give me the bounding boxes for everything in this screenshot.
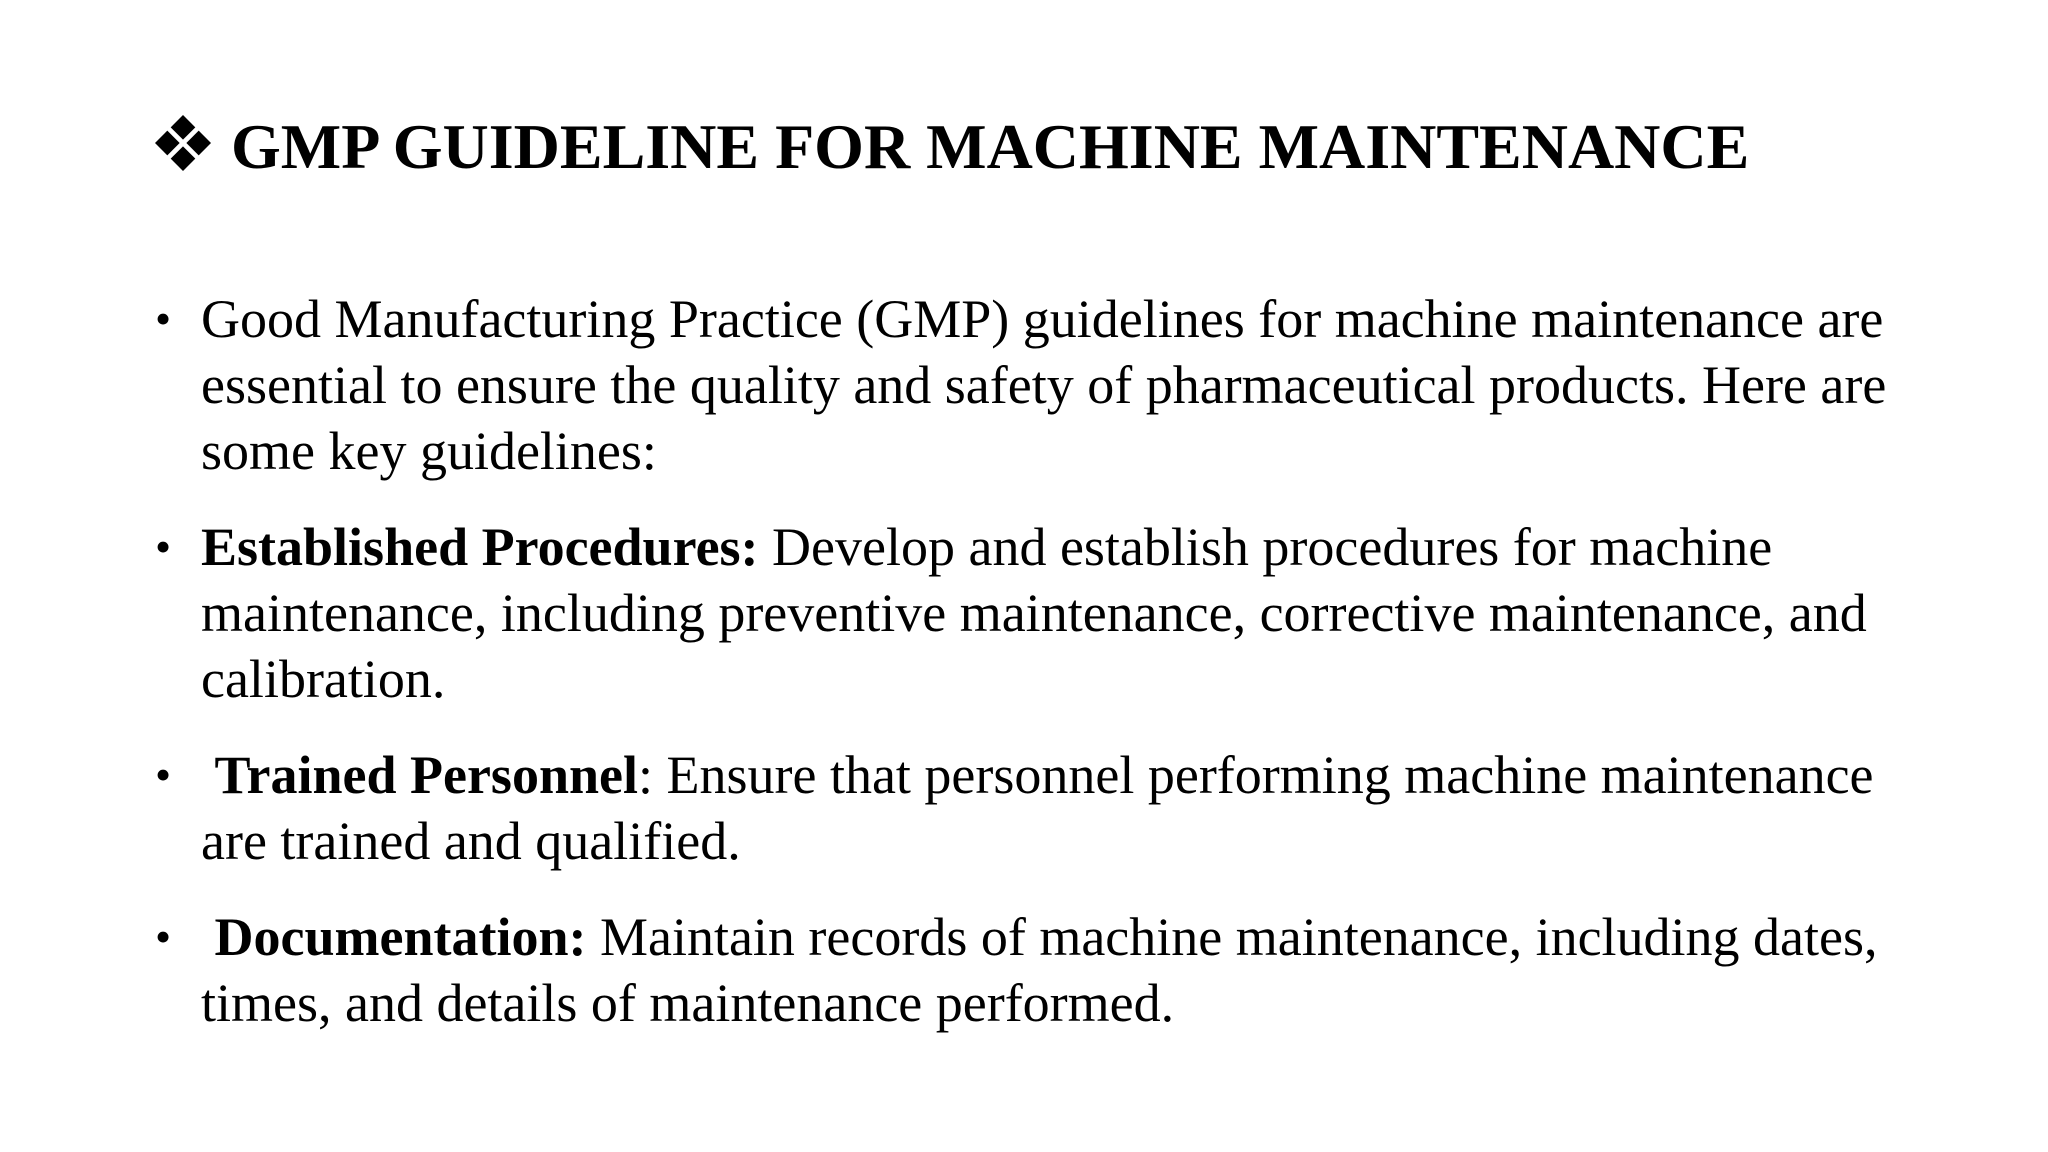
bullet-bold-lead: Trained Personnel: [201, 745, 638, 806]
bullet-item-intro: [155, 286, 1900, 484]
bullet-dot: •: [155, 749, 172, 801]
slide-title-row: [155, 112, 1898, 182]
bullet-list: [155, 286, 1900, 1036]
bullet-dot: •: [155, 521, 172, 573]
bullet-dot: •: [155, 911, 172, 963]
bullet-bold-lead: Established Procedures:: [201, 517, 759, 578]
four-diamond-bullet-icon: [155, 115, 211, 171]
bullet-text: [201, 742, 1897, 874]
bullet-body-text: Maintain records of machine maintenance, including dates, times, and details of maintenance performed.: [201, 907, 1892, 1034]
bullet-body-text: : Ensure that personnel performing machine maintenance are trained and qualified.: [201, 745, 1888, 872]
bullet-text: [201, 904, 1897, 1036]
bullet-item-trained-personnel: [155, 742, 1897, 874]
bullet-text: [201, 514, 1897, 712]
bullet-item-established-procedures: [155, 514, 1897, 712]
bullet-body-text: Develop and establish procedures for machine maintenance, including preventive maintenance, corrective maintenance, and calibration.: [201, 517, 1881, 710]
bullet-body-text: Good Manufacturing Practice (GMP) guidelines for machine maintenance are essential to ensure the quality and safety of pharmaceutical products. Here are some key guidelines:: [201, 289, 1900, 482]
slide-title: GMP GUIDELINE FOR MACHINE MAINTENANCE: [231, 111, 1750, 182]
bullet-bold-lead: Documentation:: [201, 907, 587, 968]
bullet-item-documentation: [155, 904, 1897, 1036]
bullet-text: [201, 286, 1900, 484]
bullet-dot: •: [155, 293, 172, 345]
